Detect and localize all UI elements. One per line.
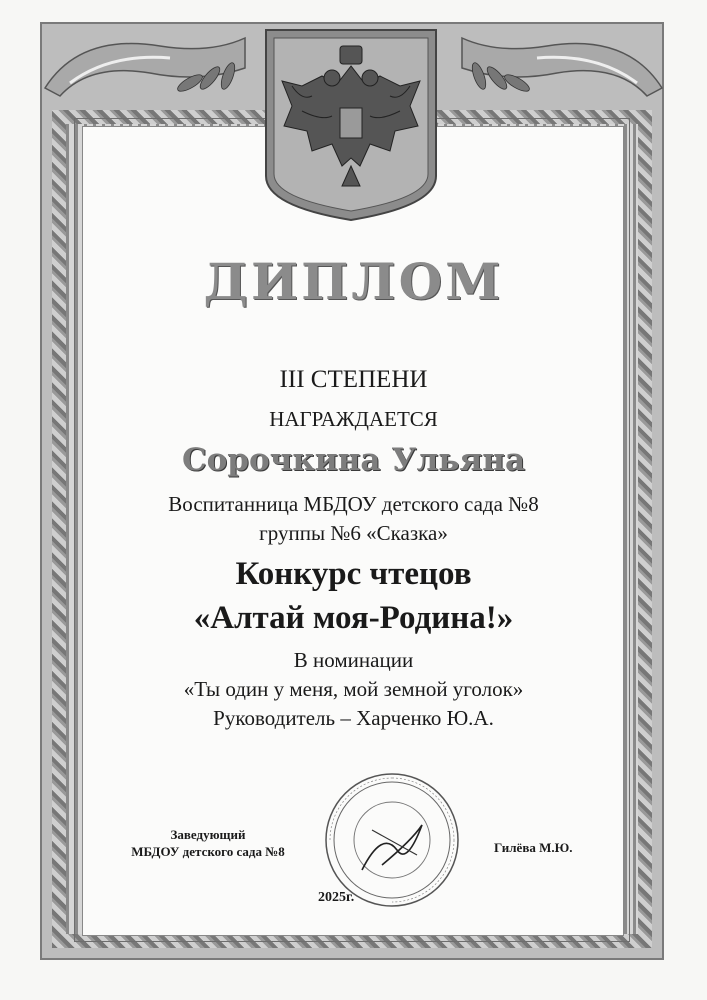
signatory-position bbox=[118, 826, 298, 860]
awarded-text: НАГРАЖДАЕТСЯ bbox=[269, 407, 438, 431]
group-line: группы №6 «Сказка» bbox=[259, 521, 448, 545]
nomination-label: В номинации bbox=[293, 648, 414, 672]
diploma-title: ДИПЛОМ bbox=[203, 252, 504, 311]
contest-name: «Алтай моя-Родина!» bbox=[193, 600, 514, 636]
nomination-text: «Ты один у меня, мой земной уголок» bbox=[183, 677, 524, 701]
issue-year: 2025г. bbox=[318, 890, 355, 905]
signatory-name: Гилёва М.Ю. bbox=[494, 840, 573, 855]
double-headed-eagle-icon bbox=[262, 26, 440, 222]
recipient-name: Сорочкина Ульяна bbox=[181, 442, 526, 478]
left-ribbon-laurel-icon bbox=[40, 28, 250, 98]
signatory-position-line2: МБДОУ детского сада №8 bbox=[131, 844, 285, 859]
pupil-line: Воспитанница МБДОУ детского сада №8 bbox=[168, 492, 539, 516]
right-ribbon-laurel-icon bbox=[457, 28, 667, 98]
round-seal-icon bbox=[322, 770, 462, 910]
contest-title: Конкурс чтецов bbox=[235, 556, 472, 592]
leader-line: Руководитель – Харченко Ю.А. bbox=[213, 706, 494, 730]
signatory-position-line1: Заведующий bbox=[170, 827, 246, 842]
degree-text: III СТЕПЕНИ bbox=[279, 366, 428, 393]
